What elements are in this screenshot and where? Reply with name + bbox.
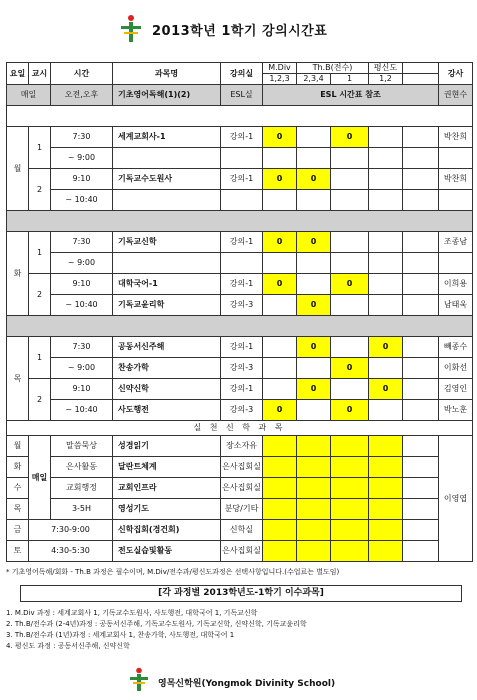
daily-teacher: 권현수	[439, 85, 473, 106]
col-new: 평신도	[369, 63, 403, 74]
col-thb-years: 2,3,4	[297, 74, 331, 85]
subject: 영성기도	[113, 499, 221, 520]
col-mdiv: M.Div	[263, 63, 297, 74]
school-logo-icon	[128, 667, 150, 693]
table-row: ~ 10:40 기독교윤리학 강의-3 0 남태욱	[7, 295, 473, 316]
daily-row	[7, 85, 473, 106]
table-row: 목 3-5H 영성기도 분당/기타	[7, 499, 473, 520]
subject: 성경읽기	[113, 436, 221, 457]
daily-time: 오전,오후	[51, 85, 113, 106]
daily-subject: 기초영어독해(1)(2)	[113, 85, 221, 106]
table-row: 화 1 7:30 기독교신학 강의-1 0 0 조종남	[7, 232, 473, 253]
table-row: 목 1 7:30 공동서신주해 강의-1 0 0 빼종수	[7, 337, 473, 358]
col-period: 교시	[29, 63, 51, 85]
col-room: 강의실	[221, 63, 263, 85]
timetable	[6, 62, 473, 562]
subject: 달란트체계	[113, 457, 221, 478]
footer	[0, 665, 477, 695]
day-thu: 목	[7, 337, 29, 421]
subject: 찬송가학	[113, 358, 221, 379]
table-row: 금 7:30-9:00 신학집회(경건회) 신학실	[7, 520, 473, 541]
list-item: 2. Th.B/전수과 (2-4년)과정 : 공동서신주해, 기독교수도원사, 기독교신학, 신약신학, 기독교윤리학	[6, 620, 307, 628]
col-subject: 과목명	[113, 63, 221, 85]
table-row: 2 9:10 대학국어-1 강의-1 0 0 이희용	[7, 274, 473, 295]
footnote: * 기초영어독해/회화 - Th.B 과정은 필수이며, M.Div/전수과/평신도과정은 선택사항입니다.(수업료는 별도임)	[6, 568, 340, 576]
col-mdiv-years: 1,2,3	[263, 74, 297, 85]
list-item: 3. Th.B/전수과 (1년)과정 : 세계교회사 1, 찬송가학, 사도행전, 대학국어 1	[6, 631, 235, 639]
subject: 세계교회사-1	[113, 127, 221, 148]
daily-label: 매일	[7, 85, 51, 106]
subject: 사도행전	[113, 400, 221, 421]
table-row: ~ 10:40	[7, 190, 473, 211]
table-row: 수 교회행정 교회인프라 은사집회실	[7, 478, 473, 499]
table-row: 2 9:10 신약신학 강의-1 0 0 김영인	[7, 379, 473, 400]
header-row	[7, 63, 473, 74]
courses-list	[6, 608, 307, 652]
subject: 전도실습및활동	[113, 541, 221, 562]
subject: 대학국어-1	[113, 274, 221, 295]
table-row: ~ 10:40 사도행전 강의-3 0 0 박노훈	[7, 400, 473, 421]
day-tue: 화	[7, 232, 29, 316]
subject: 기독교윤리학	[113, 295, 221, 316]
table-row: ~ 9:00 찬송가학 강의-3 0 이화선	[7, 358, 473, 379]
table-row: 토 4:30-5:30 전도실습및활동 은사집회실	[7, 541, 473, 562]
table-row: ~ 9:00	[7, 253, 473, 274]
practice-merged: 매일	[29, 436, 51, 520]
practice-title: 실 천 신 학 과 목	[7, 421, 473, 436]
col-thb: Th.B(전수)	[297, 63, 369, 74]
subject: 기독교수도원사	[113, 169, 221, 190]
col-new-years: 1,2	[369, 74, 403, 85]
table-row: 월 1 7:30 세계교회사-1 강의-1 0 0 박찬희	[7, 127, 473, 148]
subject: 교회인프라	[113, 478, 221, 499]
daily-note: ESL 시간표 참조	[263, 85, 439, 106]
list-item: 4. 평신도 과정 : 공동서신주해, 신약신학	[6, 642, 130, 650]
subject: 기독교신학	[113, 232, 221, 253]
practice-teacher: 이영엽	[439, 436, 473, 562]
day-mon: 월	[7, 127, 29, 211]
daily-room: ESL실	[221, 85, 263, 106]
page-title: 2013학년 1학기 강의시간표	[152, 24, 328, 39]
table-row: ~ 9:00	[7, 148, 473, 169]
courses-title: [각 과정별 2013학년도-1학기 이수과목]	[20, 585, 462, 602]
col-day: 요일	[7, 63, 29, 85]
school-logo-icon	[118, 14, 144, 44]
table-row: 화 은사활동 달란트체계 은사집회실	[7, 457, 473, 478]
table-row: 2 9:10 기독교수도원사 강의-1 0 0 박찬희	[7, 169, 473, 190]
table-row: 월 매일 말씀묵상 성경읽기 장소자유 이영엽	[7, 436, 473, 457]
header	[0, 0, 477, 52]
col-teacher: 강사	[439, 63, 473, 85]
subject: 신약신학	[113, 379, 221, 400]
col-thb-first: 1	[331, 74, 369, 85]
subject: 공동서신주해	[113, 337, 221, 358]
list-item: 1. M.Div 과정 : 세계교회사 1, 기독교수도원사, 사도행전, 대학국어 1, 기독교신학	[6, 609, 258, 617]
school-name: 영목신학원(Yongmok Divinity School)	[158, 679, 336, 689]
subject: 신학집회(경건회)	[113, 520, 221, 541]
col-time: 시간	[51, 63, 113, 85]
